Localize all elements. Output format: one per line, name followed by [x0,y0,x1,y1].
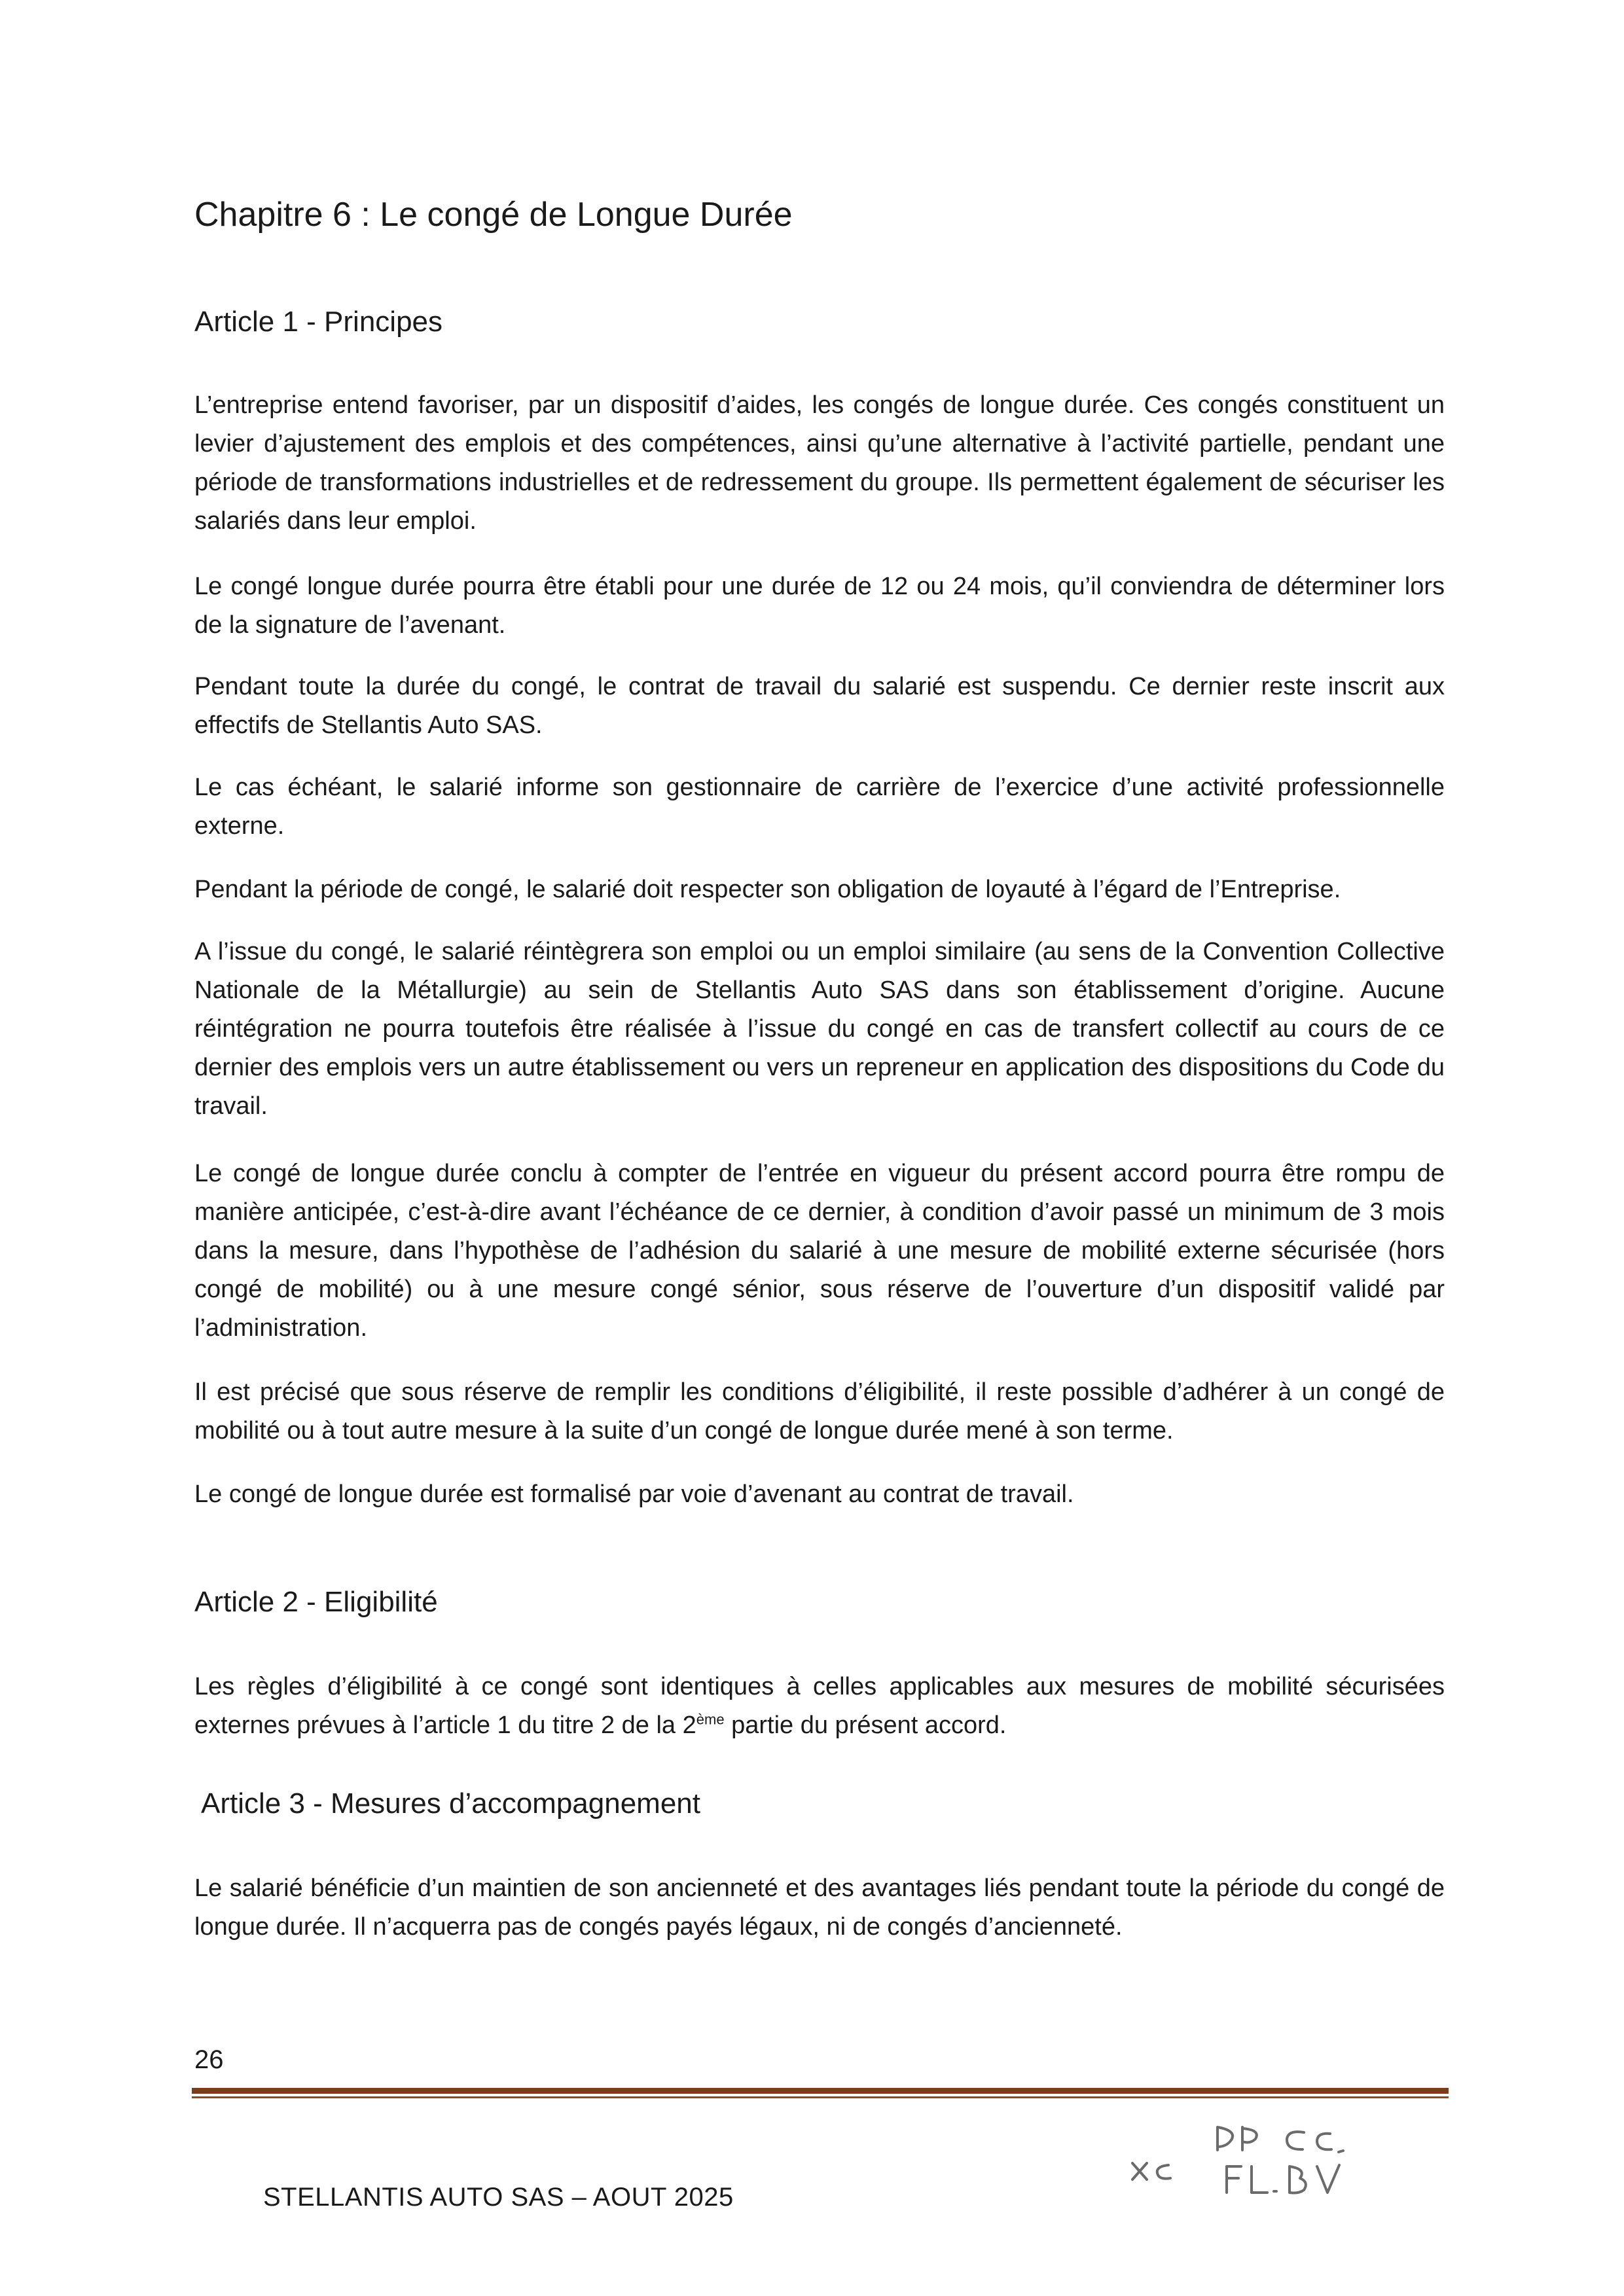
article-1-paragraph: Le congé longue durée pourra être établi pour une durée de 12 ou 24 mois, qu’il conviendra de déterminer lors de la signature de l’avenant. [194,573,1445,639]
article-1-paragraph: Le congé de longue durée conclu à compter de l’entrée en vigueur du présent accord pourra être rompu de manière anticipée, c’est-à-dire avant l’échéance de ce dernier, à condition d’avoir passé un minimum de 3 mois dans la mesure, dans l’hypothèse de l’adhésion du salarié à une mesure de mobilité externe sécurisée (hors congé de mobilité) ou à une mesure congé sénior, sous réserve de l’ouverture d’un dispositif validé par l’administration. [194,1160,1445,1342]
article-1-paragraph: Le congé de longue durée est formalisé par voie d’avenant au contrat de travail. [194,1480,1074,1508]
article-1-paragraph: Pendant la période de congé, le salarié doit respecter son obligation de loyauté à l’égard de l’Entreprise. [194,876,1341,903]
article-1-paragraph: Il est précisé que sous réserve de remplir les conditions d’éligibilité, il reste possible d’adhérer à un congé de mobilité ou à tout autre mesure à la suite d’un congé de longue durée mené à son terme. [194,1378,1445,1444]
article-1-paragraph: Pendant toute la durée du congé, le contrat de travail du salarié est suspendu. Ce dernier reste inscrit aux effectifs de Stellantis Auto SAS. [194,673,1445,739]
chapter-title: Chapitre 6 : Le congé de Longue Durée [194,196,793,234]
article-1-paragraph: A l’issue du congé, le salarié réintègrera son emploi ou un emploi similaire (au sens de la Convention Collective Nationale de la Métallurgie) au sein de Stellantis Auto SAS dans son établissement d’origine. Aucune réintégration ne pourra toutefois être réalisée à l’issue du congé en cas de transfert collectif au cours de ce dernier des emplois vers un autre établissement ou vers un repreneur en application des dispositions du Code du travail. [194,938,1445,1120]
article-1-title: Article 1 - Principes [194,306,443,338]
article-3-paragraph: Le salarié bénéficie d’un maintien de son ancienneté et des avantages liés pendant toute la période du congé de longue durée. Il n’acquerra pas de congés payés légaux, ni de congés d’ancienneté. [194,1874,1445,1941]
article-3-title: Article 3 - Mesures d’accompagnement [201,1787,700,1820]
footer-rule [192,2088,1449,2094]
superscript-ordinal: ème [696,1711,725,1728]
article-2-title: Article 2 - Eligibilité [194,1586,438,1618]
footer-rule-thin [192,2096,1449,2098]
article-2-text-end: partie du présent accord. [724,1712,1007,1739]
article-2-text: Les règles d’éligibilité à ce congé sont identiques à celles applicables aux mesures de mobilité sécurisées externes prévues à l’article 1 du titre 2 de la 2 [194,1673,1445,1739]
article-2-paragraph [194,1668,1445,1745]
page-number: 26 [194,2045,224,2074]
article-1-paragraph: L’entreprise entend favoriser, par un dispositif d’aides, les congés de longue durée. Ces congés constituent un levier d’ajustement des emplois et des compétences, ainsi qu’une alternative à l’activité partielle, pendant une période de transformations industrielles et de redressement du groupe. Ils permettent également de sécuriser les salariés dans leur emploi. [194,391,1445,535]
article-1-paragraph: Le cas échéant, le salarié informe son gestionnaire de carrière de l’exercice d’une activité professionnelle externe. [194,774,1445,840]
footer-company-date: STELLANTIS AUTO SAS – AOUT 2025 [263,2183,734,2212]
handwritten-initials [1113,2101,1394,2199]
